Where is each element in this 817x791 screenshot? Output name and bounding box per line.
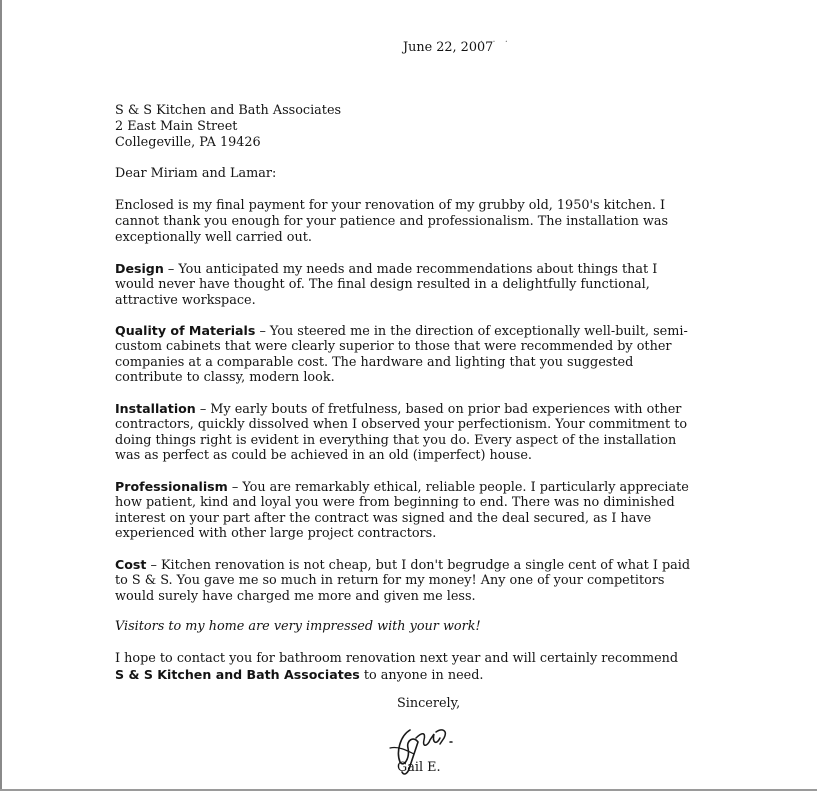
design-paragraph <box>115 261 695 308</box>
design-heading: Design <box>115 261 164 276</box>
recipient-address <box>115 103 341 151</box>
intro-line: exceptionally well carried out. <box>115 229 312 245</box>
installation-line: contractors, quickly dissolved when I observed your perfectionism. Your commitment to <box>115 416 688 432</box>
design-first-line <box>115 261 695 277</box>
cost-heading: Cost <box>115 557 147 572</box>
professionalism-line: interest on your part after the contract was signed and the deal secured, as I have <box>115 510 652 526</box>
installation-paragraph <box>115 401 695 464</box>
design-first-text: – You anticipated my needs and made recommendations about things that I <box>163 262 658 277</box>
installation-first-line <box>115 401 695 417</box>
signer-name: Gail E. <box>397 760 441 775</box>
final-line: I hope to contact you for bathroom renovation next year and will certainly recommend <box>115 651 679 666</box>
closing: Sincerely, <box>397 696 461 711</box>
company-name: S & S Kitchen and Bath Associates <box>115 666 360 682</box>
final-rest: to anyone in need. <box>359 667 484 683</box>
visitors-text: Visitors to my home are very impressed with your work! <box>115 619 481 634</box>
cost-paragraph <box>115 557 695 604</box>
visitors-paragraph <box>115 619 695 635</box>
quality-line: contribute to classy, modern look. <box>115 370 335 386</box>
salutation-text: Dear Miriam and Lamar: <box>115 166 277 181</box>
salutation <box>115 166 695 182</box>
scan-artifact: . . . <box>480 34 511 45</box>
professionalism-first-line <box>115 479 695 495</box>
quality-first-text: – You steered me in the direction of exceptionally well-built, semi- <box>255 324 688 339</box>
cost-line: would surely have charged me more and given me less. <box>115 588 476 604</box>
quality-line: custom cabinets that were clearly superior to those that were recommended by other <box>115 338 672 354</box>
design-line: attractive workspace. <box>115 292 256 308</box>
installation-first-text: – My early bouts of fretfulness, based on prior bad experiences with other <box>195 402 682 417</box>
design-line: would never have thought of. The final design resulted in a delightfully functional, <box>115 276 650 292</box>
final-paragraph <box>115 651 695 683</box>
installation-line: doing things right is evident in everything that you do. Every aspect of the installation <box>115 432 677 448</box>
cost-first-line <box>115 557 695 573</box>
letter-date: June 22, 2007 <box>403 40 494 55</box>
quality-paragraph <box>115 323 695 386</box>
cost-line: to S & S. You gave me so much in return for my money! Any one of your competitors <box>115 572 665 588</box>
quality-heading: Quality of Materials <box>115 323 256 338</box>
professionalism-line: how patient, kind and loyal you were from beginning to end. There was no diminished <box>115 494 675 510</box>
recipient-name: S & S Kitchen and Bath Associates <box>115 103 342 118</box>
recipient-street: 2 East Main Street <box>115 119 238 134</box>
installation-line: was as perfect as could be achieved in an old (imperfect) house. <box>115 448 532 464</box>
cost-first-text: – Kitchen renovation is not cheap, but I don't begrudge a single cent of what I paid <box>146 558 691 573</box>
professionalism-first-text: – You are remarkably ethical, reliable people. I particularly appreciate <box>227 480 689 495</box>
page-left-edge <box>0 0 2 791</box>
intro-paragraph <box>115 198 695 245</box>
professionalism-heading: Professionalism <box>115 479 228 494</box>
professionalism-line: experienced with other large project contractors. <box>115 526 437 542</box>
installation-heading: Installation <box>115 401 196 416</box>
professionalism-paragraph <box>115 479 695 542</box>
intro-line: Enclosed is my final payment for your renovation of my grubby old, 1950's kitchen. I <box>115 198 666 213</box>
intro-line: cannot thank you enough for your patience and professionalism. The installation was <box>115 213 669 229</box>
recipient-city: Collegeville, PA 19426 <box>115 135 261 150</box>
quality-first-line <box>115 323 695 339</box>
final-second-line <box>115 667 695 683</box>
quality-line: companies at a comparable cost. The hardware and lighting that you suggested <box>115 354 634 370</box>
